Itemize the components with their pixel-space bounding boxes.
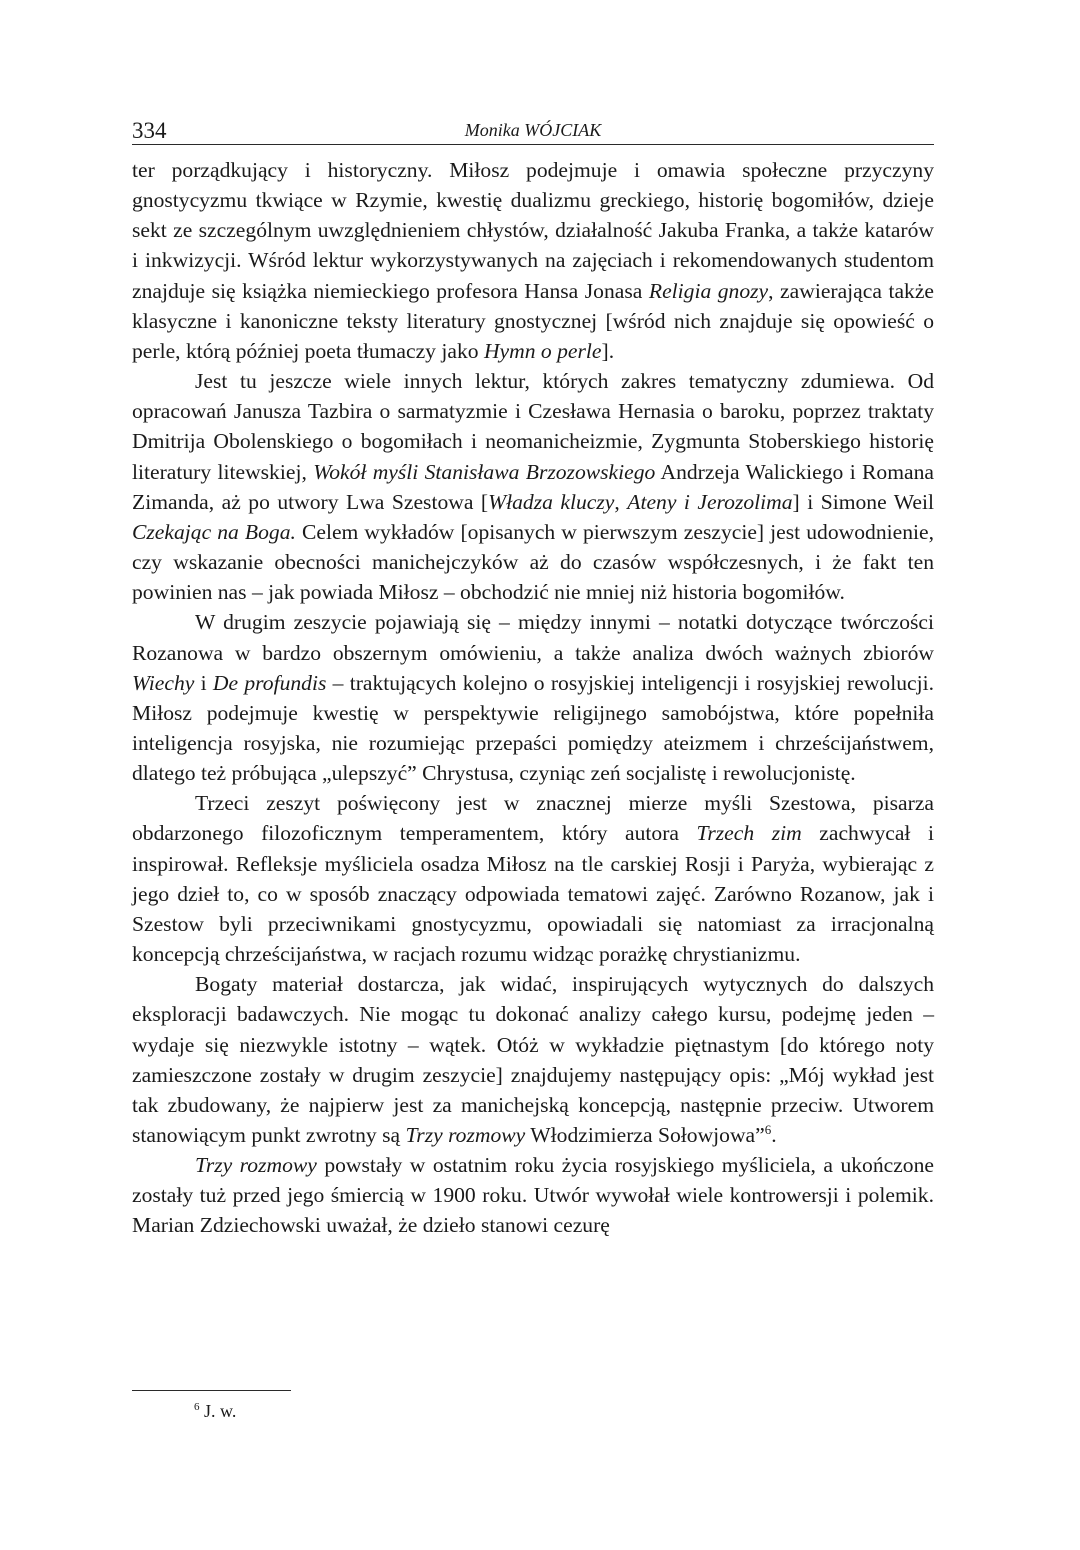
italic-title: Religia gnozy: [648, 278, 769, 303]
text-run: Bogaty materiał dostarcza, jak widać, inspirujących wytycznych do dalszych eksploracji badawczych. Nie mogąc tu dokonać analizy całego kursu, podejmę jeden – wydaje się niezwykle istotny – wątek. Otóż w wykładzie piętnastym [do którego noty zamieszczone zostały w drugim zeszycie] znajdujemy następujący opis: „Mój wykład jest tak zbudowany, że najpierw jest za manichejską koncepcją, następnie przeciw. Utworem stanowiącym punkt zwrotny są: [132, 972, 934, 1147]
footnote: [194, 1400, 934, 1422]
text-run: ter porządkujący i historyczny. Miłosz podejmuje i omawia społeczne przyczyny gnostycyzmu tkwiące w Rzymie, kwestię dualizmu greckiego, historię bogomiłów, dzieje sekt ze szczególnym uwzględnieniem chłystów, działalność Jakuba Franka, a także katarów i inkwizycji. Wśród lektur wykorzystywanych na zajęciach i rekomendowanych studentom znajduje się książka niemieckiego profesora Hansa Jonasa: [132, 158, 934, 303]
text-run: zachwycał i inspirował. Refleksje myśliciela osadza Miłosz na tle carskiej Rosji i Paryża, wybierając z jego dzieł to, co w sposób znaczący odpowiada tematowi zajęć. Zarówno Rozanow, jak i Szestow byli przeciwnikami gnostycyzmu, opowiadali się natomiast za irracjonalną koncepcją chrześcijaństwa, w racjach rozumu widząc porażkę chrystianizmu.: [132, 821, 934, 967]
text-run: W drugim zeszycie pojawiają się – między innymi – notatki dotyczące twórczości Rozanowa w bardzo obszernym omówieniu, a także analiza dwóch ważnych zbiorów: [132, 610, 934, 665]
text-run: Andrzeja Walickiego i Romana Zimanda, aż po utwory Lwa Szestowa [: [132, 459, 934, 514]
footnote-rule: [132, 1390, 291, 1391]
italic-title: Wokół myśli Stanisława Brzozowskiego: [313, 459, 656, 484]
italic-title: Czekając na Boga.: [132, 519, 296, 544]
text-run: Jest tu jeszcze wiele innych lektur, których zakres tematyczny zdumiewa. Od opracowań Janusza Tazbira o sarmatyzmie i Czesława Hernasia o baroku, poprzez traktaty Dmitrija Obolenskiego o bogomiłach i neomanicheizmie, Zygmunta Stoberskiego historię literatury litewskiej,: [132, 369, 934, 484]
running-head-author: Monika WÓJCIAK: [464, 120, 602, 140]
italic-title: Wiechy: [132, 670, 195, 695]
paragraph: [132, 607, 934, 788]
text-run: i: [194, 670, 213, 695]
paragraph: [132, 788, 934, 969]
italic-title: De profundis: [212, 670, 327, 695]
text-run: .: [771, 1123, 777, 1147]
paragraph: [132, 155, 934, 366]
footnotes: [132, 1390, 934, 1422]
paragraph: [132, 1150, 934, 1240]
footnote-text: J. w.: [204, 1401, 237, 1421]
text-run: Włodzimierza Sołowjowa”: [525, 1123, 765, 1147]
body-text: [132, 155, 934, 1241]
running-head: [132, 110, 934, 145]
italic-title: Trzy rozmowy: [405, 1123, 526, 1147]
italic-title: Władza kluczy: [488, 489, 615, 514]
page: [132, 110, 934, 1241]
text-run: Trzeci zeszyt poświęcony jest w znacznej mierze myśli Szestowa, pisarza obdarzonego filozoficznym temperamentem, który autora: [132, 791, 934, 846]
italic-title: Trzech zim: [696, 821, 802, 846]
text-run: ] i Simone Weil: [792, 489, 935, 514]
text-run: – traktujących kolejno o rosyjskiej inteligencji i rosyjskiej rewolucji. Miłosz podejmuje kwestię w perspektywie religijnego samobójstwa, które popełniła inteligencja rosyjska, nie rozumiejąc przepaści pomiędzy ateizmem i chrześcijaństwem, dlatego też próbująca „ulepszyć” Chrystusa, czyniąc zeń socjalistę i rewolucjonistę.: [132, 670, 934, 786]
page-number: 334: [132, 118, 167, 143]
text-run: ,: [614, 489, 628, 514]
text-run: powstały w ostatnim roku życia rosyjskiego myśliciela, a ukończone zostały tuż przed jego śmiercią w 1900 roku. Utwór wywołał wiele kontrowersji i polemik. Marian Zdziechowski uważał, że dzieło stanowi cezurę: [132, 1153, 934, 1238]
paragraph: [132, 969, 934, 1150]
footnote-number: 6: [194, 1401, 200, 1413]
paragraph: [132, 366, 934, 607]
text-run: ].: [601, 338, 615, 363]
italic-title: Hymn o perle: [483, 338, 602, 363]
text-run: , zawierająca także klasyczne i kanoniczne teksty literatury gnostycznej [wśród nich znajduje się opowieść o perle, którą później poeta tłumaczy jako: [132, 278, 934, 363]
italic-title: Ateny i Jerozolima: [627, 489, 793, 514]
text-run: Celem wykładów [opisanych w pierwszym zeszycie] jest udowodnienie, czy wskazanie obecności manichejczyków aż do czasów współczesnych, i że fakt ten powinien nas – jak powiada Miłosz – obchodzić nie mniej niż historia bogomiłów.: [132, 519, 934, 605]
footnote-reference: 6: [764, 1121, 772, 1137]
italic-title: Trzy rozmowy: [195, 1153, 317, 1178]
